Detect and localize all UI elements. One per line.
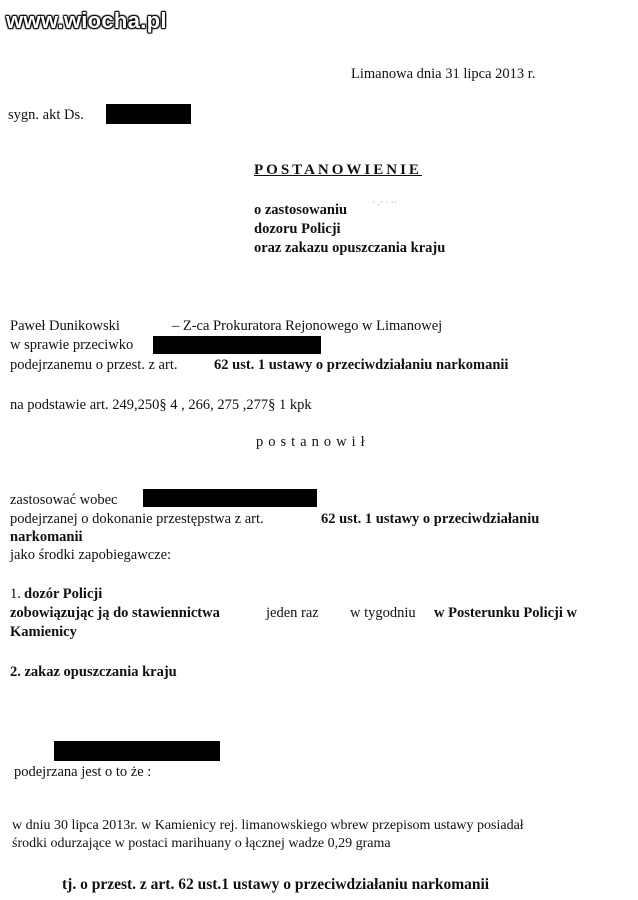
subject-line-3: oraz zakazu opuszczania kraju bbox=[254, 240, 446, 256]
subject-line-2: dozoru Policji bbox=[254, 221, 341, 237]
site-watermark: www.wiocha.pl bbox=[6, 8, 167, 33]
case-reference-label: sygn. akt Ds. bbox=[8, 107, 84, 123]
measure-1-detail-d: w Posterunku Policji w bbox=[434, 605, 577, 621]
charge-line-2: środki odurzające w postaci marihuany o łącznej wadze 0,29 grama bbox=[12, 836, 391, 851]
subject-line-1: o zastosowaniu bbox=[254, 202, 348, 218]
charge-intro: podejrzana jest o to że : bbox=[14, 764, 152, 780]
measure-1-number: 1. bbox=[10, 586, 21, 602]
decision-charge-article-cont: narkomanii bbox=[10, 529, 83, 545]
decision-charge-prefix: podejrzanej o dokonanie przestępstwa z art. bbox=[10, 511, 264, 527]
measure-1-title: dozór Policji bbox=[24, 586, 103, 602]
case-against-label: w sprawie przeciwko bbox=[10, 337, 134, 353]
measures-intro: jako środki zapobiegawcze: bbox=[10, 547, 172, 563]
decision-charge-article: 62 ust. 1 ustawy o przeciwdziałaniu bbox=[321, 511, 540, 527]
suspect-charge-article: 62 ust. 1 ustawy o przeciwdziałaniu narkomanii bbox=[214, 357, 509, 373]
suspect-name-redaction-2 bbox=[143, 489, 317, 507]
charge-line-1: w dniu 30 lipca 2013r. w Kamienicy rej. limanowskiego wbrew przepisom ustawy posiadał bbox=[12, 818, 524, 833]
measure-1-detail-a: zobowiązując ją do stawiennictwa bbox=[10, 605, 220, 621]
legal-basis: na podstawie art. 249,250§ 4 , 266, 275 ,277§ 1 kpk bbox=[10, 397, 312, 413]
prosecutor-name: Paweł Dunikowski bbox=[10, 318, 120, 334]
measure-1-detail-c: w tygodniu bbox=[350, 605, 416, 621]
apply-to-label: zastosować wobec bbox=[10, 492, 118, 508]
measure-2: 2. zakaz opuszczania kraju bbox=[10, 664, 177, 680]
suspect-name-redaction-3 bbox=[54, 741, 220, 761]
measure-1-detail-b: jeden raz bbox=[266, 605, 319, 621]
decided-heading: postanowił bbox=[256, 434, 370, 450]
suspect-charge-prefix: podejrzanemu o przest. z art. bbox=[10, 357, 178, 373]
charge-conclusion: tj. o przest. z art. 62 ust.1 ustawy o przeciwdziałaniu narkomanii bbox=[62, 876, 490, 893]
scan-specks: ˙ ·ˊ ˙ ˙ˋ bbox=[372, 200, 397, 210]
place-date: Limanowa dnia 31 lipca 2013 r. bbox=[351, 66, 536, 82]
prosecutor-role: – Z-ca Prokuratora Rejonowego w Limanowej bbox=[172, 318, 443, 334]
suspect-name-redaction bbox=[153, 336, 321, 354]
case-number-redaction bbox=[106, 104, 191, 124]
document-title: POSTANOWIENIE bbox=[254, 162, 422, 178]
measure-1-place: Kamienicy bbox=[10, 624, 77, 640]
